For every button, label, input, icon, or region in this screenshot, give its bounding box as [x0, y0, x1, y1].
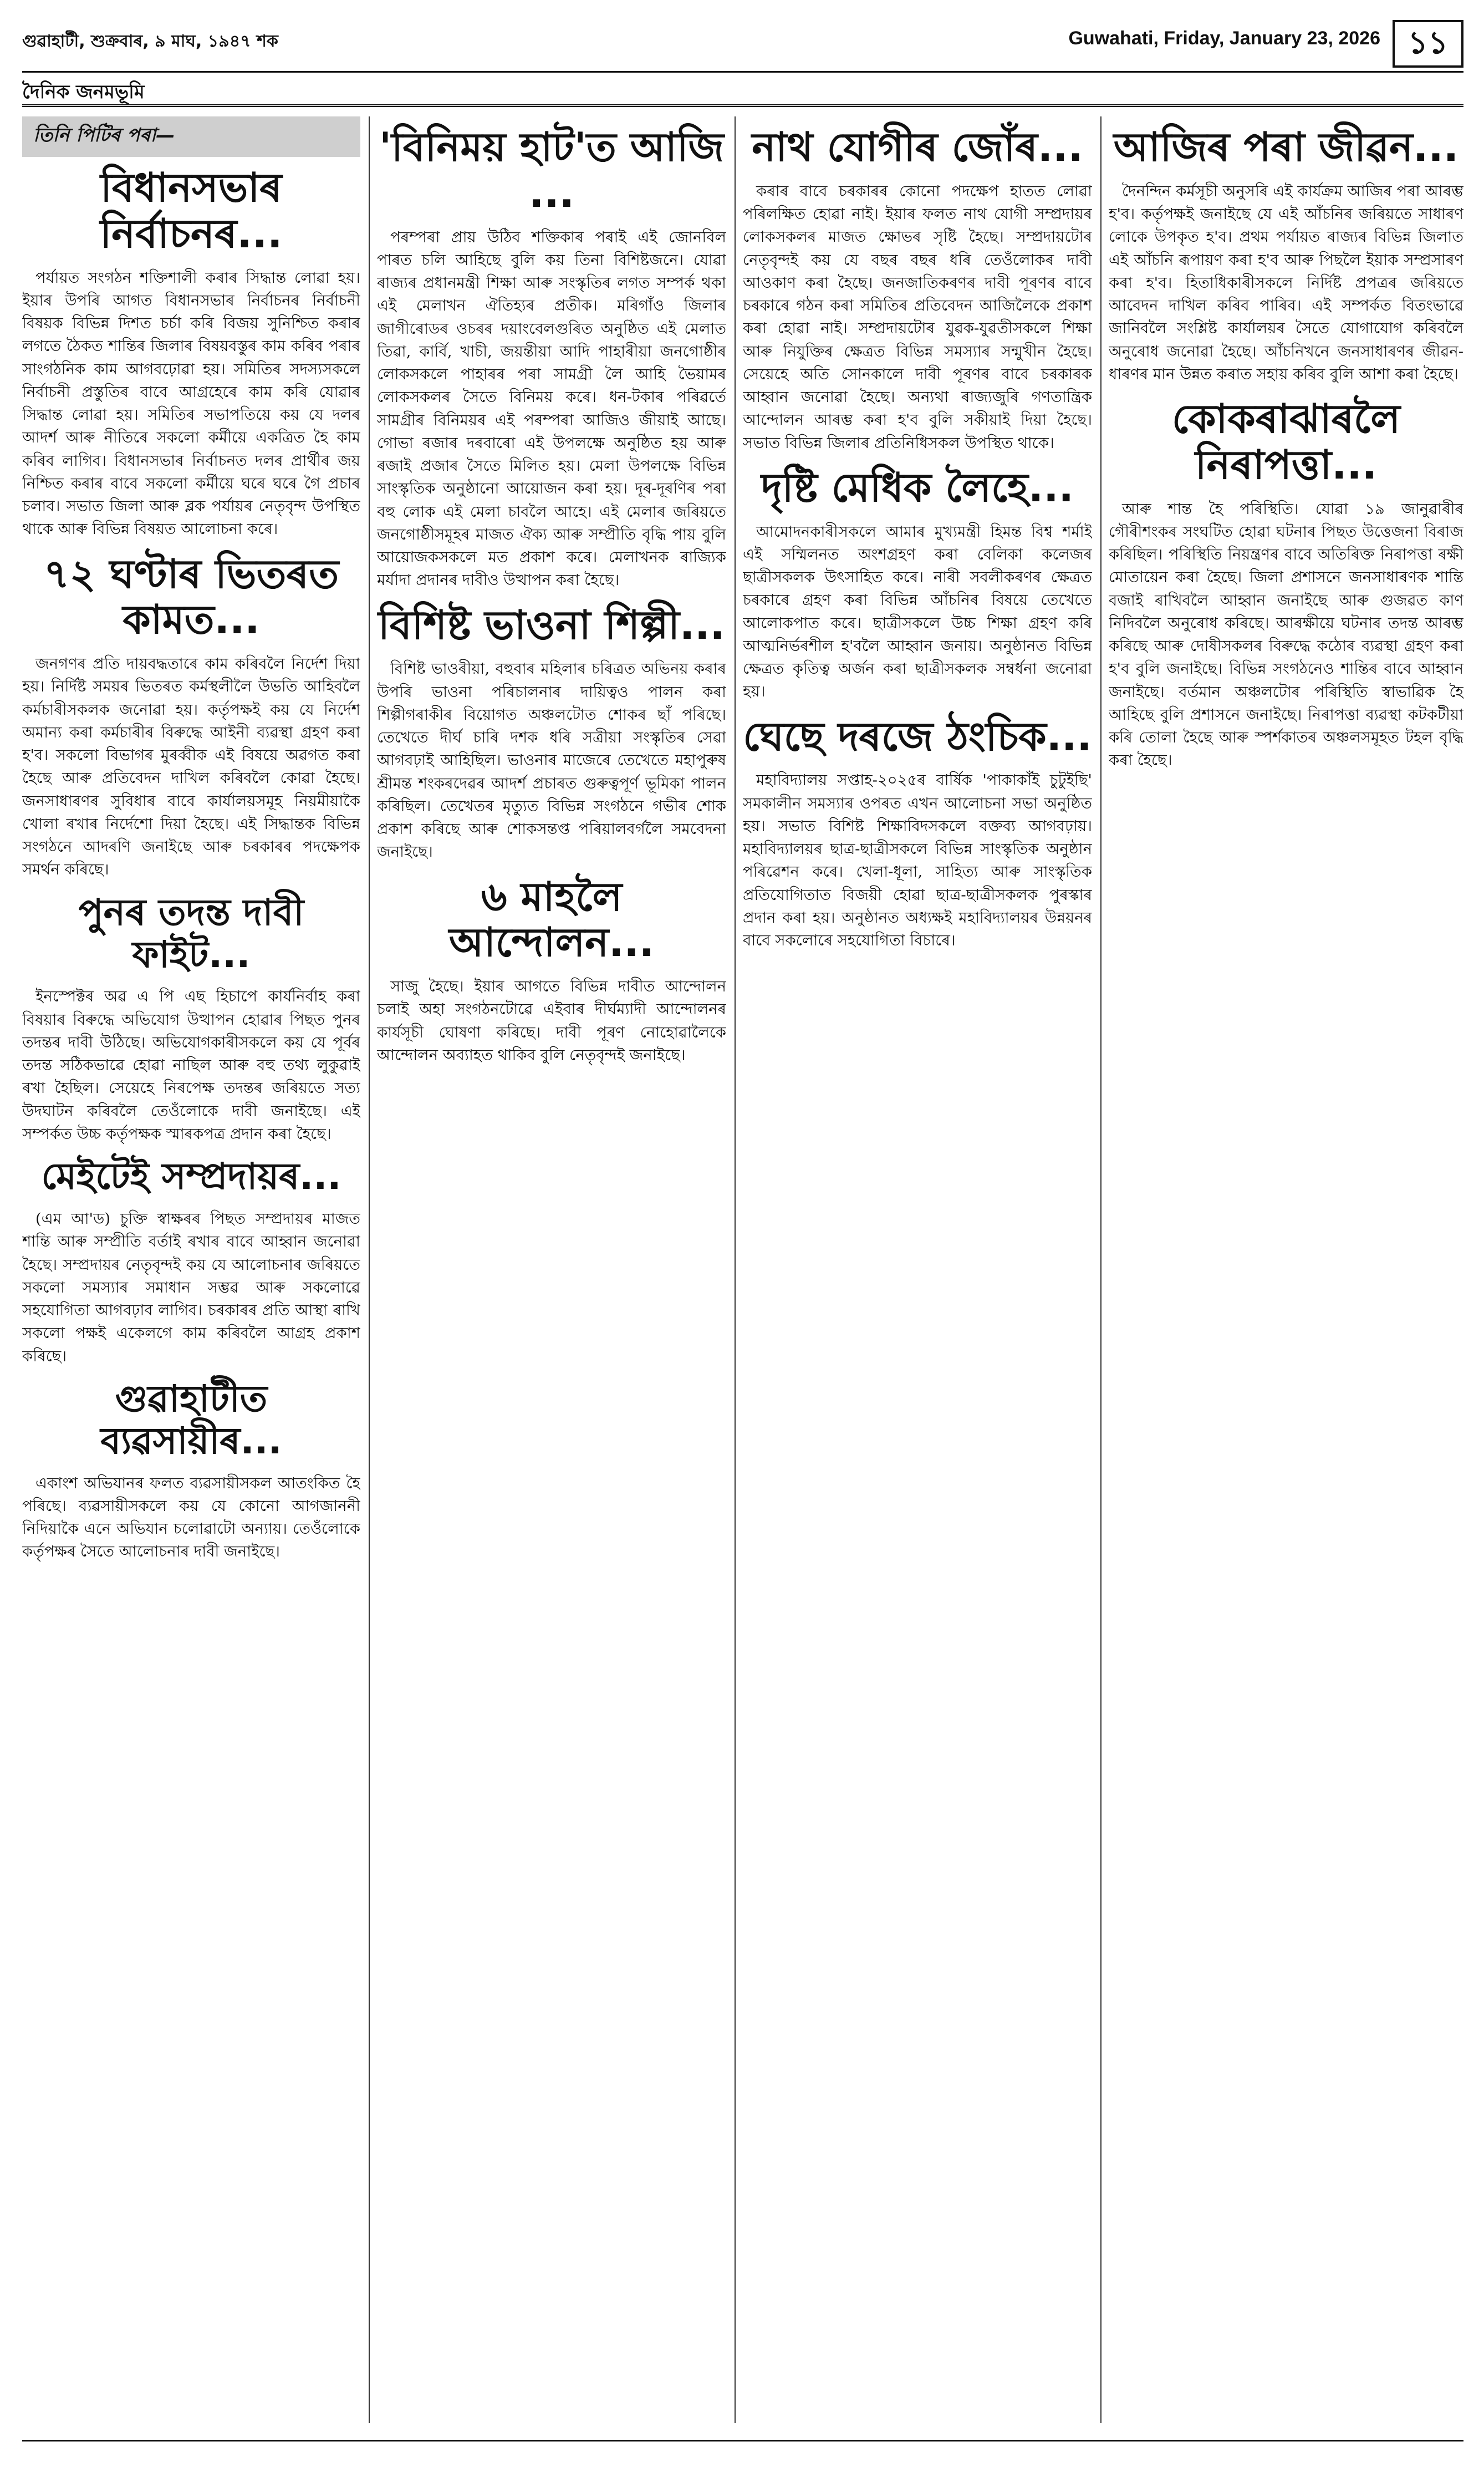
headline: ঘেছে দৰজে ঠংচিক... [743, 713, 1092, 760]
headline: পুনৰ তদন্ত দাবী ফাইট... [78, 891, 304, 976]
dateline-assamese: গুৱাহাটী, শুক্রবাৰ, ৯ মাঘ, ১৯৪৭ শক [22, 32, 278, 51]
column-2 [377, 116, 726, 2423]
article-body: পৰম্পৰা প্ৰায় উঠিব শক্তিকাৰ পৰাই এই জোনবিল পাৰত চলি আহিছে বুলি কয় তিনা বিশিষ্টজনে। যোৱা ৰাজ্যৰ প্ৰধানমন্ত্ৰী শিক্ষা আৰু সংস্কৃতিৰ লগত সম্পৰ্ক থকা এই মেলাখন ঐতিহ্যৰ প্ৰতীক। মৰিগাঁও জিলাৰ জাগীৰোডৰ ওচৰৰ দয়াংবেলগুৰিত অনুষ্ঠিত এই মেলাত তিৱা, কাৰ্বি, খাচী, জয়ন্তীয়া আদি পাহাৰীয়া জনগোষ্ঠীৰ লোকসকলে পাহাৰৰ পৰা সামগ্ৰী লৈ আহি ভৈয়ামৰ লোকসকলৰ সৈতে বিনিময় কৰে। ধন-টকাৰ পৰিৱৰ্তে সামগ্ৰীৰ বিনিময়ৰ এই পৰম্পৰা আজিও জীয়াই আছে। গোভা ৰজাৰ দৰবাৰো এই উপলক্ষে অনুষ্ঠিত হয় আৰু ৰজাই প্ৰজাৰ সৈতে মিলিত হয়। মেলা উপলক্ষে বিভিন্ন সাংস্কৃতিক অনুষ্ঠানো আয়োজন কৰা হয়। দূৰ-দূৰণিৰ পৰা বহু লোক এই মেলা চাবলৈ আহে। এই মেলাৰ জৰিয়তে জনগোষ্ঠীসমূহৰ মাজত ঐক্য আৰু সম্প্ৰীতি বৃদ্ধি পায় বুলি আয়োজকসকলে মত প্ৰকাশ কৰে। মেলাখনক ৰাজ্যিক মৰ্যাদা প্ৰদানৰ দাবীও উত্থাপন কৰা হৈছে। [377, 228, 726, 589]
headline: নাথ যোগীৰ জোঁৰ... [752, 124, 1083, 170]
article-body: জনগণৰ প্ৰতি দায়বদ্ধতাৰে কাম কৰিবলৈ নিৰ্দেশ দিয়া হয়। নিৰ্দিষ্ট সময়ৰ ভিতৰত কৰ্মস্থলীলৈ উভতি আহিবলৈ কৰ্মচাৰীসকলক জনোৱা হয়। কৰ্তৃপক্ষই কয় যে নিৰ্দেশ অমান্য কৰা কৰ্মচাৰীৰ বিৰুদ্ধে আইনী ব্যৱস্থা গ্ৰহণ কৰা হ'ব। সকলো বিভাগৰ মুৰব্বীক এই বিষয়ে অৱগত কৰা হৈছে আৰু প্ৰতিবেদন দাখিল কৰিবলৈ কোৱা হৈছে। জনসাধাৰণৰ সুবিধাৰ বাবে কাৰ্যালয়সমূহ নিয়মীয়াকৈ খোলা ৰখাৰ নিৰ্দেশো দিয়া হৈছে। এই সিদ্ধান্তক বিভিন্ন সংগঠনে আদৰণি জনাইছে আৰু চৰকাৰৰ পদক্ষেপক সমৰ্থন কৰিছে। [22, 655, 360, 879]
article-barter-fair [377, 124, 726, 592]
headline: বিধানসভাৰ নিৰ্বাচনৰ... [100, 164, 283, 257]
article-body: সাজু হৈছে। ইয়াৰ আগতে বিভিন্ন দাবীত আন্দোলন চলাই অহা সংগঠনটোৱে এইবাৰ দীৰ্ঘম্যাদী আন্দোলনৰ কাৰ্যসূচী ঘোষণা কৰিছে। দাবী পূৰণ নোহোৱালৈকে আন্দোলন অব্যাহত থাকিব বুলি নেতৃবৃন্দই জনাইছে। [377, 978, 726, 1064]
column-1 [22, 116, 360, 2423]
headline: আজিৰ পৰা জীৱন... [1113, 124, 1459, 170]
headline: ৬ মাহলৈ আন্দোলন... [448, 873, 655, 966]
column-divider [1100, 116, 1101, 2423]
headline: ৭২ ঘণ্টাৰ ভিতৰত কামত... [43, 550, 339, 643]
headline: 'বিনিময় হাট'ত আজি ... [379, 124, 724, 216]
article-assembly-election [22, 165, 360, 541]
section-tag: তিনি পিটিৰ পৰা— [22, 116, 360, 157]
article-body: মহাবিদ্যালয় সপ্তাহ-২০২৫ৰ বাৰ্ষিক 'পাকাকাঁই চুটুইছি' সমকালীন সমস্যাৰ ওপৰত এখন আলোচনা সভা অনুষ্ঠিত হয়। সভাত বিশিষ্ট শিক্ষাবিদসকলে বক্তব্য আগবঢ়ায়। মহাবিদ্যালয়ৰ ছাত্ৰ-ছাত্ৰীসকলে বিভিন্ন সাংস্কৃতিক অনুষ্ঠান পৰিৱেশন কৰে। খেলা-ধূলা, সাহিত্য আৰু সাংস্কৃতিক প্ৰতিযোগিতাত বিজয়ী হোৱা ছাত্ৰ-ছাত্ৰীসকলক পুৰস্কাৰ প্ৰদান কৰা হয়। অনুষ্ঠানত অধ্যক্ষই মহাবিদ্যালয়ৰ উন্নয়নৰ বাবে সকলোৰে সহযোগিতা বিচাৰে। [743, 771, 1092, 950]
article-six-month-agitation [377, 874, 726, 1067]
paper-name: দৈনিক জনমভূমি [22, 81, 145, 103]
article-72-hours [22, 551, 360, 882]
headline: কোকৰাঝাৰলৈ নিৰাপত্তা... [1171, 395, 1401, 488]
headline: গুৱাহাটীত ব্যৱসায়ীৰ... [100, 1377, 282, 1462]
article-bhaona-artist [377, 602, 726, 864]
headline: মেইটেই সম্প্ৰদায়ৰ... [41, 1155, 341, 1198]
article-meitei-community [22, 1156, 360, 1368]
dateline-english: Guwahati, Friday, January 23, 2026 [1068, 28, 1380, 49]
masthead-rule [22, 104, 1463, 107]
header-rule [22, 71, 1463, 73]
article-college-week [743, 714, 1092, 953]
article-body: (এম আ'ড) চুক্তি স্বাক্ষৰৰ পিছত সম্প্ৰদায়ৰ মাজত শান্তি আৰু সম্প্ৰীতি বৰ্তাই ৰখাৰ বাবে আহ্বান জনোৱা হৈছে। সম্প্ৰদায়ৰ নেতৃবৃন্দই কয় যে আলোচনাৰ জৰিয়তে সকলো সমস্যাৰ সমাধান সম্ভৱ আৰু সকলোৱে সহযোগিতা আগবঢ়াব লাগিব। চৰকাৰৰ প্ৰতি আস্থা ৰাখি সকলো পক্ষই একেলগে কাম কৰিবলৈ আগ্ৰহ প্ৰকাশ কৰিছে। [22, 1210, 360, 1365]
column-4 [1109, 116, 1463, 2423]
article-body: আৰু শান্ত হৈ পৰিস্থিতি। যোৱা ১৯ জানুৱাৰীৰ গৌৰীশংকৰ সংঘটিত হোৱা ঘটনাৰ পিছত উত্তেজনা বিৰাজ কৰিছিল। পৰিস্থিতি নিয়ন্ত্ৰণৰ বাবে অতিৰিক্ত নিৰাপত্তা ৰক্ষী মোতায়েন কৰা হৈছে। জিলা প্ৰশাসনে জনসাধাৰণক শান্তি বজাই ৰাখিবলৈ আহ্বান জনাইছে আৰু গুজৱত কাণ নিদিবলৈ অনুৰোধ কৰিছে। আৰক্ষীয়ে ঘটনাৰ তদন্ত আৰম্ভ কৰিছে আৰু দোষীসকলৰ বিৰুদ্ধে কঠোৰ ব্যৱস্থা গ্ৰহণ কৰা হ'ব বুলি জনাইছে। বিভিন্ন সংগঠনেও শান্তিৰ বাবে আহ্বান জনাইছে। বৰ্তমান অঞ্চলটোৰ পৰিস্থিতি স্বাভাৱিক হৈ আহিছে বুলি প্ৰশাসনে জনাইছে। নিৰাপত্তা ব্যৱস্থা কটকটীয়া কৰি তোলা হৈছে আৰু স্পৰ্শকাতৰ অঞ্চলসমূহত টহল বৃদ্ধি কৰা হৈছে। [1109, 500, 1463, 770]
article-nath-yogi [743, 124, 1092, 455]
headline: বিশিষ্ট ভাওনা শিল্পী... [378, 601, 725, 648]
article-reinvestigation [22, 892, 360, 1146]
article-body: কৰাৰ বাবে চৰকাৰৰ কোনো পদক্ষেপ হাতত লোৱা পৰিলক্ষিত হোৱা নাই। ইয়াৰ ফলত নাথ যোগী সম্প্ৰদায়ৰ লোকসকলৰ মাজত ক্ষোভৰ সৃষ্টি হৈছে। সম্প্ৰদায়টোৰ নেতৃবৃন্দই কয় যে বছৰ বছৰ ধৰি তেওঁলোকৰ দাবী আওকাণ কৰা হৈছে। জনজাতিকৰণৰ দাবী পূৰণৰ বাবে চৰকাৰে গঠন কৰা সমিতিৰ প্ৰতিবেদন আজিলৈকে প্ৰকাশ কৰা হোৱা নাই। সম্প্ৰদায়টোৰ যুৱক-যুৱতীসকলে শিক্ষা আৰু নিযুক্তিৰ ক্ষেত্ৰত বিভিন্ন সমস্যাৰ সন্মুখীন হৈছে। সেয়েহে অতি সোনকালে দাবী পূৰণৰ বাবে চৰকাৰক আহ্বান জনোৱা হৈছে। অন্যথা ৰাজ্যজুৰি গণতান্ত্ৰিক আন্দোলন আৰম্ভ কৰা হ'ব বুলি সকীয়াই দিয়া হৈছে। সভাত বিভিন্ন জিলাৰ প্ৰতিনিধিসকল উপস্থিত থাকে। [743, 182, 1092, 452]
column-divider [735, 116, 736, 2423]
column-3 [743, 116, 1092, 2423]
article-from-today-life [1109, 124, 1463, 386]
article-body: আমোদনকাৰীসকলে আমাৰ মুখ্যমন্ত্ৰী হিমন্ত বিশ্ব শৰ্মাই এই সম্মিলনত অংশগ্ৰহণ কৰা বেলিকা কলেজৰ ছাত্ৰীসকলক উৎসাহিত কৰে। নাৰী সবলীকৰণৰ ক্ষেত্ৰত চৰকাৰে গ্ৰহণ কৰা বিভিন্ন আঁচনিৰ বিষয়ে তেখেতে আলোকপাত কৰে। ছাত্ৰীসকলে উচ্চ শিক্ষা গ্ৰহণ কৰি আত্মনিৰ্ভৰশীল হ'বলৈ আহ্বান জনায়। অনুষ্ঠানত বিভিন্ন ক্ষেত্ৰত কৃতিত্ব অৰ্জন কৰা ছাত্ৰীসকলক সম্বৰ্ধনা জনোৱা হয়। [743, 522, 1092, 701]
article-guwahati-traders [22, 1378, 360, 1564]
article-body: ইনস্পেক্টৰ অৱ এ পি এছ হিচাপে কাৰ্যনিৰ্বাহ কৰা বিষয়াৰ বিৰুদ্ধে অভিযোগ উত্থাপন হোৱাৰ পিছত পুনৰ তদন্তৰ দাবী উঠিছে। অভিযোগকাৰীসকলে কয় যে পূৰ্বৰ তদন্ত সঠিকভাৱে হোৱা নাছিল আৰু বহু তথ্য লুকুৱাই ৰখা হৈছিল। সেয়েহে নিৰপেক্ষ তদন্তৰ জৰিয়তে সত্য উদঘাটন কৰিবলৈ তেওঁলোকে দাবী জনাইছে। এই সম্পৰ্কত উচ্চ কৰ্তৃপক্ষক স্মাৰকপত্ৰ প্ৰদান কৰা হৈছে। [22, 988, 360, 1143]
column-divider [369, 116, 370, 2423]
article-drishti-medhi [743, 465, 1092, 704]
footer-rule [22, 2440, 1463, 2441]
article-body: পৰ্যায়ত সংগঠন শক্তিশালী কৰাৰ সিদ্ধান্ত লোৱা হয়। ইয়াৰ উপৰি আগত বিধানসভাৰ নিৰ্বাচনৰ নিৰ্বাচনী বিষয়ক বিভিন্ন দিশত চৰ্চা কৰি বিজয় সুনিশ্চিত কৰাৰ লগতে ঠৈকত শান্তিৰ জিলাৰ বিষয়বস্তুৰ কাম কৰিব পৰাৰ সাংগঠনিক কাম আগবঢ়োৱা হয়। সমিতিৰ সদস্যসকলে নিৰ্বাচনী প্ৰস্তুতিৰ বাবে আগ্ৰহেৰে কাম কৰি যোৱাৰ সিদ্ধান্ত লোৱা হয়। সমিতিৰ সভাপতিয়ে কয় যে দলৰ আদৰ্শ আৰু নীতিৰে সকলো কৰ্মীয়ে একত্ৰিত হৈ কাম কৰিব লাগিব। বিধানসভাৰ নিৰ্বাচনত দলৰ প্ৰাৰ্থীৰ জয় নিশ্চিত কৰাৰ বাবে সকলো কৰ্মীয়ে ঘৰে ঘৰে গৈ প্ৰচাৰ চলাব। সভাত জিলা আৰু ব্লক পৰ্যায়ৰ নেতৃবৃন্দ উপস্থিত থাকে আৰু বিভিন্ন বিষয়ত আলোচনা কৰে। [22, 268, 360, 538]
page-number: ১১ [1393, 20, 1463, 68]
article-body: দৈনন্দিন কৰ্মসূচী অনুসৰি এই কাৰ্যক্ৰম আজিৰ পৰা আৰম্ভ হ'ব। কৰ্তৃপক্ষই জনাইছে যে এই আঁচনিৰ জৰিয়তে সাধাৰণ লোকে উপকৃত হ'ব। প্ৰথম পৰ্যায়ত ৰাজ্যৰ বিভিন্ন জিলাত এই আঁচনি ৰূপায়ণ কৰা হ'ব আৰু পিছলৈ ইয়াক সম্প্ৰসাৰণ কৰা হ'ব। হিতাধিকাৰীসকলে নিৰ্দিষ্ট প্ৰপত্ৰৰ জৰিয়তে আবেদন দাখিল কৰিব পাৰিব। এই সম্পৰ্কত বিতংভাৱে জানিবলৈ সংশ্লিষ্ট কাৰ্যালয়ৰ সৈতে যোগাযোগ কৰিবলৈ অনুৰোধ জনোৱা হৈছে। আঁচনিখনে জনসাধাৰণৰ জীৱন-ধাৰণৰ মান উন্নত কৰাত সহায় কৰিব বুলি আশা কৰা হৈছে। [1109, 182, 1463, 383]
article-body: একাংশ অভিযানৰ ফলত ব্যৱসায়ীসকল আতংকিত হৈ পৰিছে। ব্যৱসায়ীসকলে কয় যে কোনো আগজাননী নিদিয়াকৈ এনে অভিযান চলোৱাটো অন্যায়। তেওঁলোকে কৰ্তৃপক্ষৰ সৈতে আলোচনাৰ দাবী জনাইছে। [22, 1474, 360, 1561]
page-header [22, 20, 1463, 70]
article-body: বিশিষ্ট ভাওৰীয়া, বহুবাৰ মহিলাৰ চৰিত্ৰত অভিনয় কৰাৰ উপৰি ভাওনা পৰিচালনাৰ দায়িত্বও পালন কৰা শিল্পীগৰাকীৰ বিয়োগত অঞ্চলটোত শোকৰ ছাঁ পৰিছে। তেখেতে দীৰ্ঘ চাৰি দশক ধৰি সত্ৰীয়া সংস্কৃতিৰ সেৱা আগবঢ়াই আহিছিল। ভাওনাৰ মাজেৰে তেখেতে মহাপুৰুষ শ্ৰীমন্ত শংকৰদেৱৰ আদৰ্শ প্ৰচাৰত গুৰুত্বপূৰ্ণ ভূমিকা পালন কৰিছিল। তেখেতৰ মৃত্যুত বিভিন্ন সংগঠনে গভীৰ শোক প্ৰকাশ কৰিছে আৰু শোকসন্তপ্ত পৰিয়ালবৰ্গলৈ সমবেদনা জনাইছে। [377, 660, 726, 861]
article-kokrajhar-security [1109, 396, 1463, 772]
headline: দৃষ্টি মেধিক লৈহে... [761, 464, 1074, 511]
